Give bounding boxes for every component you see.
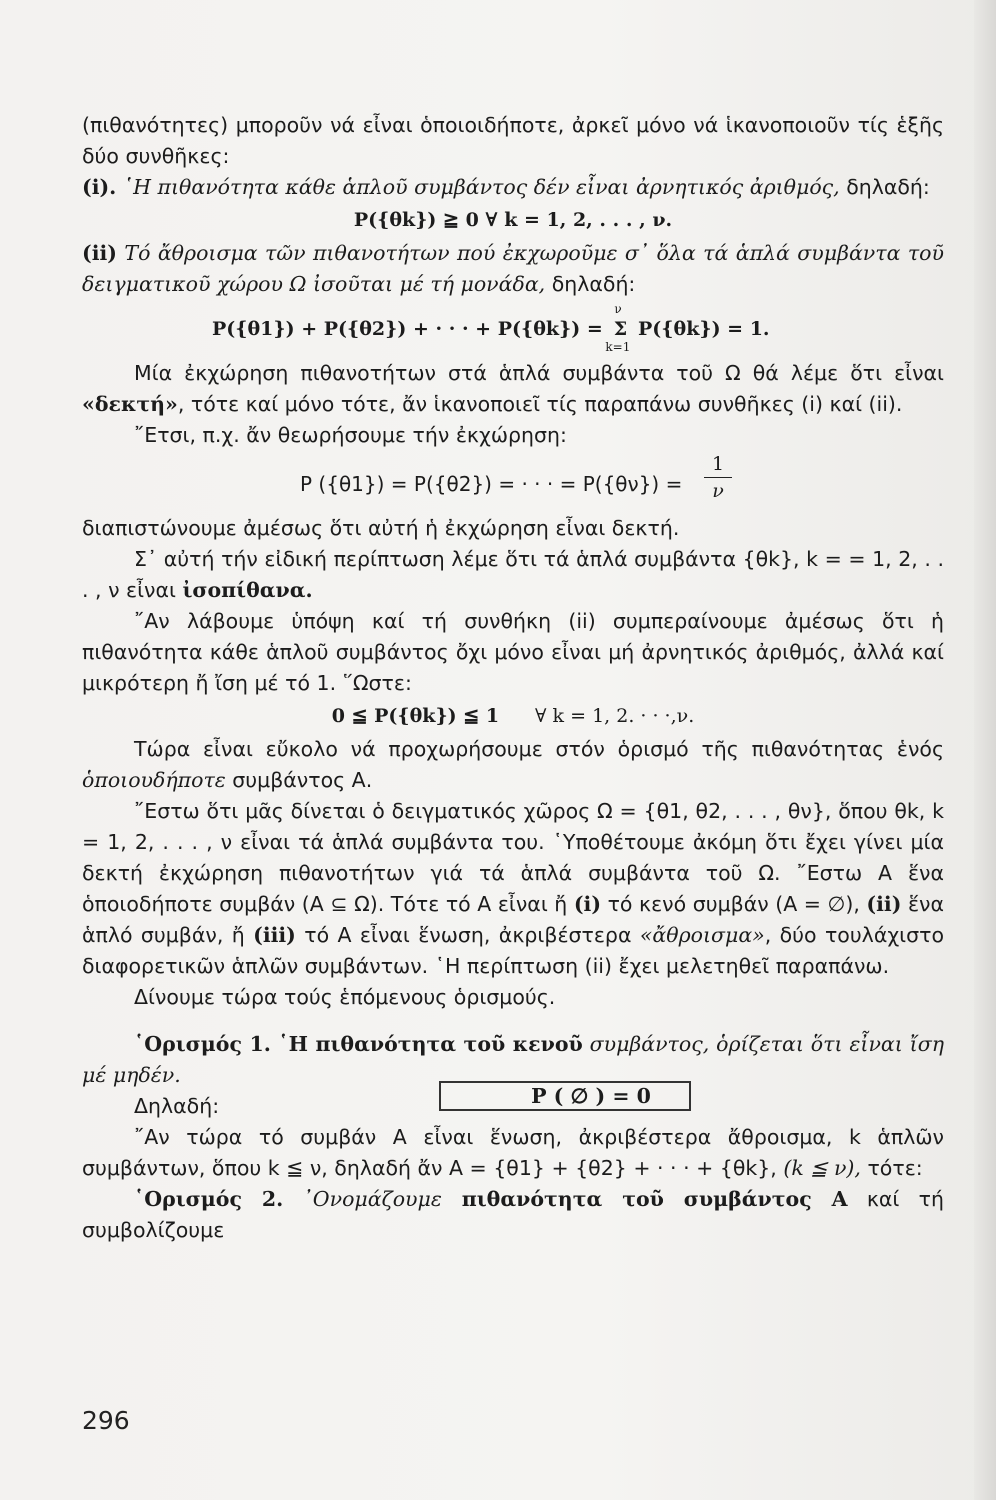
sigma-upper: ν	[614, 302, 622, 316]
condition-2-label: (ii)	[82, 241, 117, 265]
sigma-symbol: ν Σ k=1	[609, 314, 631, 345]
condition-2-formula	[82, 300, 944, 358]
that-is-label: Δηλαδή:	[134, 1094, 220, 1118]
if-paragraph: ῎Αν τώρα τό συμβάν Α εἶναι ἕνωση, ἀκριβέστερα ἄθροισμα, k ἁπλῶν συμβάντων, ὅπου k ≦ ν, δηλαδή ἄν Α = {θ1} + {θ2} + · · · + {θk}, (k ≦ ν), τότε:	[82, 1125, 944, 1180]
give-paragraph: Δίνουμε τώρα τούς ἑπόμενους ὁρισμούς.	[134, 985, 556, 1009]
accept-paragraph: Μία ἐκχώρηση πιθανοτήτων στά ἁπλά συμβάντα τοῦ Ω θά λέμε ὅτι εἶναι «δεκτή», τότε καί μόνο τότε, ἄν ἱκανοποιεῖ τίς παραπάνω συνθῆκες (i) καί (ii).	[82, 361, 944, 416]
any-term: ὁποιουδήποτε	[82, 768, 226, 792]
bounds-right: ∀ k = 1, 2. · · ·,ν.	[535, 705, 695, 727]
intro-paragraph: (πιθανότητες) μποροῦν νά εἶναι ὁποιοιδήποτε, ἀρκεῖ μόνο νά ἱκανοποιοῦν τίς ἑξῆς δύο συνθῆκες:	[82, 113, 944, 168]
page-number: 296	[82, 1406, 130, 1435]
bounds-left: 0 ≦ P({θk}) ≦ 1	[331, 705, 500, 727]
sigma-lower: k=1	[605, 340, 631, 354]
accept-term: «δεκτή»	[82, 392, 178, 416]
text-body	[82, 110, 944, 1246]
condition-1	[82, 172, 944, 203]
sum-formula-left: P({θ1}) + P({θ2}) + · · · + P({θk}) =	[212, 318, 610, 340]
fraction	[704, 451, 732, 504]
bounds-formula	[82, 701, 944, 732]
condition-1-text: ῾Η πιθανότητα κάθε ἁπλοῦ συμβάντος δέν εἶναι ἀρνητικός ἀριθμός,	[122, 175, 840, 199]
condition-1-formula: P({θk}) ≧ 0 ∀ k = 1, 2, . . . , ν.	[353, 209, 673, 231]
let-paragraph: ῎Εστω ὅτι μᾶς δίνεται ὁ δειγματικός χῶρος Ω = {θ1, θ2, . . . , θν}, ὅπου θk, k = 1, 2, . . . , ν εἶναι τά ἁπλά συμβάντα του. ῾Υποθέτουμε ἀκόμη ὅτι ἔχει γίνει μία δεκτή ἐκχώρηση πιθανοτήτων γιά τά ἁπλά συμβάντα τοῦ Ω. ῎Εστω Α ἕνα ὁποιοδήποτε συμβάν (Α ⊆ Ω). Τότε τό Α εἶναι ἤ (i) τό κενό συμβάν (Α = ∅), (ii) ἕνα ἁπλό συμβάν, ἤ (iii) τό Α εἶναι ἕνωση, ἀκριβέστερα «ἄθροισμα», δύο τουλάχιστο διαφορετικῶν ἁπλῶν συμβάντων. ῾Η περίπτωση (ii) ἔχει μελετηθεῖ παραπάνω.	[82, 799, 944, 978]
equal-formula-text: P ({θ1}) = P({θ2}) = · · · = P({θν}) =	[300, 472, 683, 496]
special-case-paragraph: Σ᾽ αὐτή τήν εἰδική περίπτωση λέμε ὅτι τά ἁπλά συμβάντα {θk}, k = = 1, 2, . . . , ν εἶναι ἰσοπίθανα.	[82, 547, 944, 602]
verify-paragraph: διαπιστώνουμε ἀμέσως ὅτι αὐτή ἡ ἐκχώρηση εἶναι δεκτή.	[82, 516, 680, 540]
page-edge-shadow	[974, 0, 996, 1500]
fraction-denominator: ν	[712, 480, 724, 502]
sum-formula-right: P({θk}) = 1.	[631, 318, 770, 340]
definition-2-label: ῾Ορισμός 2.	[134, 1187, 284, 1211]
definition-1: ῾Ορισμός 1. ῾Η πιθανότητα τοῦ κενοῦ συμβάντος, ὁρίζεται ὅτι εἶναι ἴση μέ μηδέν.	[82, 1032, 944, 1087]
equiprobable-term: ἰσοπίθανα.	[182, 578, 313, 602]
definition-1-formula-line	[82, 1084, 944, 1122]
now-paragraph: Τώρα εἶναι εὔκολο νά προχωρήσουμε στόν ὁρισμό τῆς πιθανότητας ἑνός ὁποιουδήποτε συμβάντος Α.	[82, 737, 944, 792]
fraction-numerator: 1	[704, 451, 732, 478]
equal-assignment-formula	[82, 451, 944, 513]
condition-2	[82, 238, 944, 300]
condition-1-after: δηλαδή:	[839, 175, 930, 199]
condition-2-after: δηλαδή:	[545, 272, 636, 296]
example-paragraph: ῎Ετσι, π.χ. ἄν θεωρήσουμε τήν ἐκχώρηση:	[134, 423, 567, 447]
definition-1-label: ῾Ορισμός 1.	[134, 1032, 271, 1056]
condition-2-text: Τό ἄθροισμα τῶν πιθανοτήτων πού ἐκχωροῦμε σ᾽ ὅλα τά ἁπλά συμβάντα τοῦ δειγματικοῦ χώρου Ω ἰσοῦται μέ τή μονάδα,	[82, 241, 944, 296]
empty-set-probability-box: P ( ∅ ) = 0	[439, 1081, 691, 1111]
definition-2: ῾Ορισμός 2. ᾽Ονομάζουμε πιθανότητα τοῦ συμβάντος Α καί τή συμβολίζουμε	[82, 1187, 944, 1242]
condition-1-label: (i).	[82, 175, 117, 199]
take-paragraph: ῎Αν λάβουμε ὑπόψη καί τή συνθήκη (ii) συμπεραίνουμε ἀμέσως ὅτι ἡ πιθανότητα κάθε ἁπλοῦ συμβάντος ὄχι μόνο εἶναι μή ἀρνητικός ἀριθμός, ἀλλά καί μικρότερη ἤ ἴση μέ τό 1. ῞Ωστε:	[82, 609, 944, 695]
